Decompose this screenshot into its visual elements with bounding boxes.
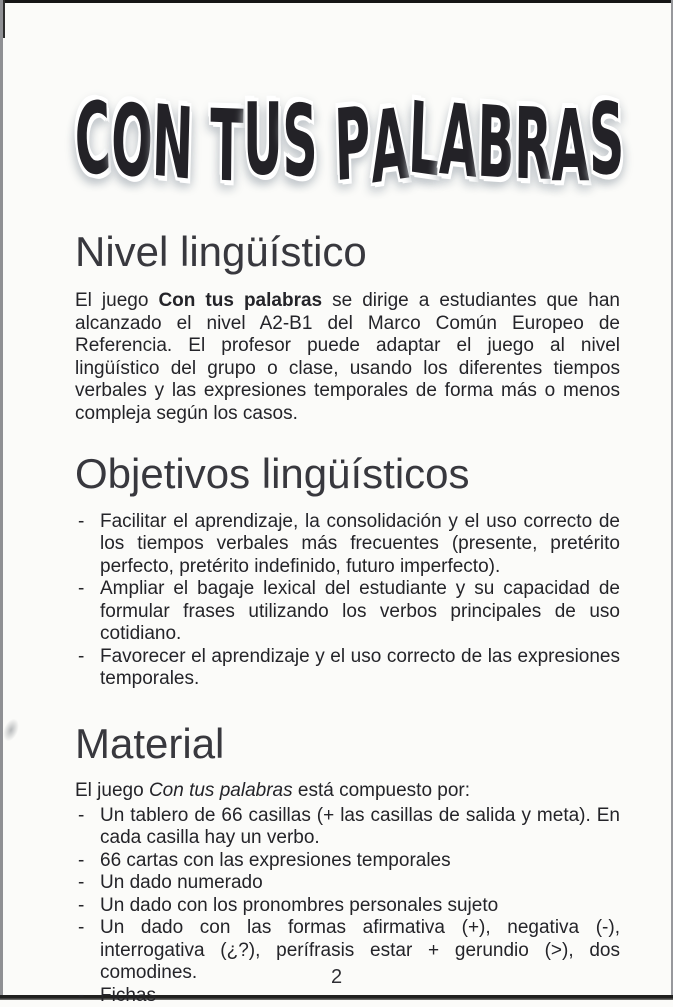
heading-objetivos-linguisticos: Objetivos lingüísticos — [75, 450, 470, 498]
list-item-text: Un dado numerado — [100, 872, 263, 894]
nivel-paragraph-post: se dirige a estudiantes que han alcanzado el nivel A2-B1 del Marco Común Europeo de Referencia. El profesor puede adaptar el juego al nivel lingüístico del grupo o clase, usando los diferentes tiempos verbales y las expresiones temporales de forma más o menos compleja según los casos. — [75, 290, 620, 424]
page-content — [72, 0, 625, 1007]
list-item-text: Un dado con los pronombres personales sujeto — [100, 894, 499, 916]
list-item — [75, 511, 620, 579]
logo-wrap — [72, 79, 625, 207]
bullet-dash: - — [78, 894, 85, 916]
list-item — [75, 895, 620, 918]
list-item — [75, 850, 620, 873]
list-item — [75, 646, 620, 691]
page-number: 2 — [330, 966, 343, 988]
objetivos-list — [75, 511, 620, 691]
bullet-dash: - — [78, 872, 85, 894]
scan-edge-left — [0, 0, 3, 1000]
logo-con-tus-palabras: CON TUS PALABRAS — [72, 79, 625, 207]
material-intro-post: está compuesto por: — [292, 780, 471, 802]
list-item — [75, 872, 620, 895]
material-intro-pre: El juego — [75, 780, 149, 802]
list-item-text: Facilitar el aprendizaje, la consolidación y el uso correcto de los tiempos verbales más frecuentes (presente, pretérito perfecto, pretérito indefinido, futuro imperfecto). — [100, 510, 620, 577]
list-item-text: Ampliar el bagaje lexical del estudiante y su capacidad de formular frases utilizando los verbos principales de uso cotidiano. — [100, 578, 620, 645]
list-item — [75, 578, 620, 646]
list-item-text: Fichas — [100, 984, 156, 1006]
list-item-text: Un tablero de 66 casillas (+ las casillas de salida y meta). En cada casilla hay un verbo. — [100, 804, 620, 849]
nivel-paragraph-game-name: Con tus palabras — [158, 290, 323, 312]
bullet-dash: - — [78, 510, 85, 532]
list-item-text: Un dado con las formas afirmativa (+), negativa (-), interrogativa (¿?), perífrasis estar + gerundio (>), dos comodines. — [100, 917, 620, 984]
list-item — [75, 805, 620, 850]
bullet-dash: - — [78, 578, 85, 600]
scan-smudge — [0, 716, 22, 743]
list-item-text: 66 cartas con las expresiones temporales — [100, 849, 451, 871]
material-intro-game-name: Con tus palabras — [148, 780, 293, 802]
list-item-text: Favorecer el aprendizaje y el uso correcto de las expresiones temporales. — [100, 645, 620, 690]
material-intro — [75, 780, 620, 803]
bullet-dash: - — [78, 645, 85, 667]
heading-material: Material — [75, 719, 225, 767]
bullet-dash: - — [78, 849, 85, 871]
bullet-dash: - — [78, 917, 85, 939]
bullet-dash: - — [78, 804, 85, 826]
nivel-paragraph-pre: El juego — [75, 290, 159, 312]
bullet-dash: - — [78, 984, 85, 1006]
heading-nivel-linguistico: Nivel lingüístico — [75, 228, 367, 275]
scan-edge-left-top — [3, 0, 5, 38]
nivel-paragraph — [75, 290, 620, 425]
